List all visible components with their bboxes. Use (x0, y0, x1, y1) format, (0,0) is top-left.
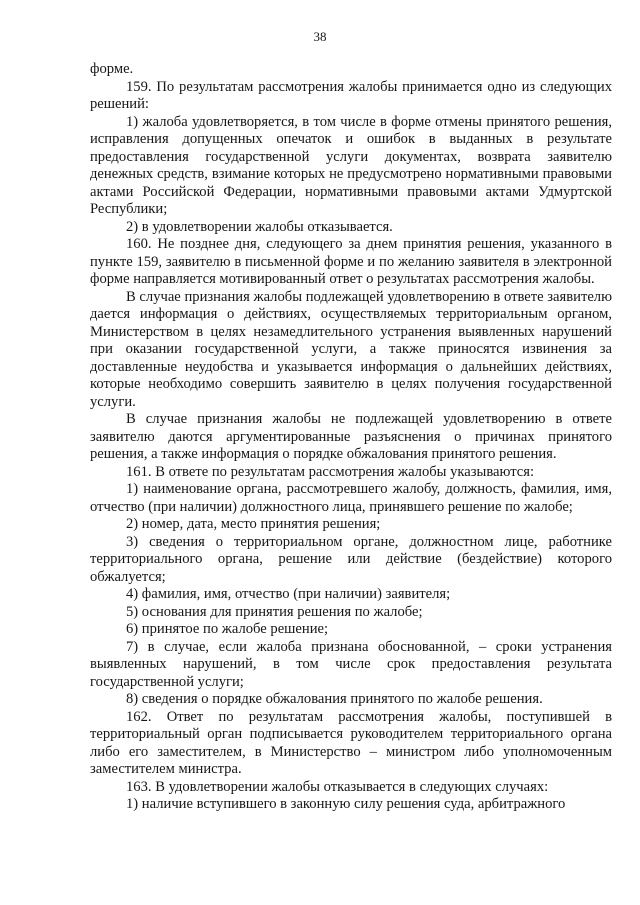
paragraph-161-item-2: 2) номер, дата, место принятия решения; (126, 516, 381, 532)
paragraph-160-rejected: В случае признания жалобы не подлежащей удовлетворению в ответе заявителю даются аргументированные разъяснения о причинах принятого решения, а также информация о порядке обжалования принятого решения. (90, 411, 612, 462)
paragraph-161-item-8: 8) сведения о порядке обжалования принятого по жалобе решения. (126, 691, 543, 707)
paragraph-159: 159. По результатам рассмотрения жалобы принимается одно из следующих решений: (90, 78, 612, 112)
paragraph-163-item-1: 1) наличие вступившего в законную силу решения суда, арбитражного (126, 796, 566, 812)
paragraph-continuation: форме. (90, 61, 134, 77)
paragraph-161-item-5: 5) основания для принятия решения по жалобе; (126, 603, 423, 620)
paragraph-159-item-2: 2) в удовлетворении жалобы отказывается. (126, 218, 393, 235)
paragraph-161: 161. В ответе по результатам рассмотрения жалобы указываются: (126, 463, 535, 480)
paragraph-161-item-4: 4) фамилия, имя, отчество (при наличии) заявителя; (126, 586, 451, 602)
paragraph-161-item-7: 7) в случае, если жалоба признана обоснованной, – сроки устранения выявленных нарушений, в том числе срок предоставления результата государственной услуги; (90, 638, 612, 690)
page-number: 38 (313, 29, 327, 44)
paragraph-161-item-1: 1) наименование органа, рассмотревшего жалобу, должность, фамилия, имя, отчество (при наличии) должностного лица, принявшего решение по жалобе; (90, 481, 612, 515)
paragraph-160-satisfied: В случае признания жалобы подлежащей удовлетворению в ответе заявителю дается информация о действиях, осуществляемых территориальным органом, Министерством в целях незамедлительного устранения выявленных нарушений при оказании государственной услуги, а также приносятся извинения за доставленные неудобства и указывается информация о дальнейших действиях, которые необходимо совершить заявителю в целях получения государственной услуги. (90, 288, 612, 410)
body-text (90, 61, 612, 814)
paragraph-161-item-3: 3) сведения о территориальном органе, должностном лице, работнике территориального органа, решение или действие (бездействие) которого обжалуется; (90, 533, 612, 585)
paragraph-163: 163. В удовлетворении жалобы отказывается в следующих случаях: (126, 778, 549, 795)
paragraph-159-item-1: 1) жалоба удовлетворяется, в том числе в форме отмены принятого решения, исправления допущенных опечаток и ошибок в выданных в результате предоставления государственной услуги документах, возврата заявителю денежных средств, взимание которых не предусмотрено нормативными правовыми актами Российской Федерации, нормативными правовыми актами Удмуртской Республики; (90, 113, 612, 217)
paragraph-161-item-6: 6) принятое по жалобе решение; (126, 621, 329, 637)
paragraph-160: 160. Не позднее дня, следующего за днем принятия решения, указанного в пункте 159, заявителю в письменной форме и по желанию заявителя в электронной форме направляется мотивированный ответ о результатах рассмотрения жалобы. (90, 236, 612, 287)
paragraph-162: 162. Ответ по результатам рассмотрения жалобы, поступившей в территориальный орган подписывается руководителем территориального органа либо его заместителем, в Министерство – министром либо уполномоченным заместителем министра. (90, 708, 612, 777)
